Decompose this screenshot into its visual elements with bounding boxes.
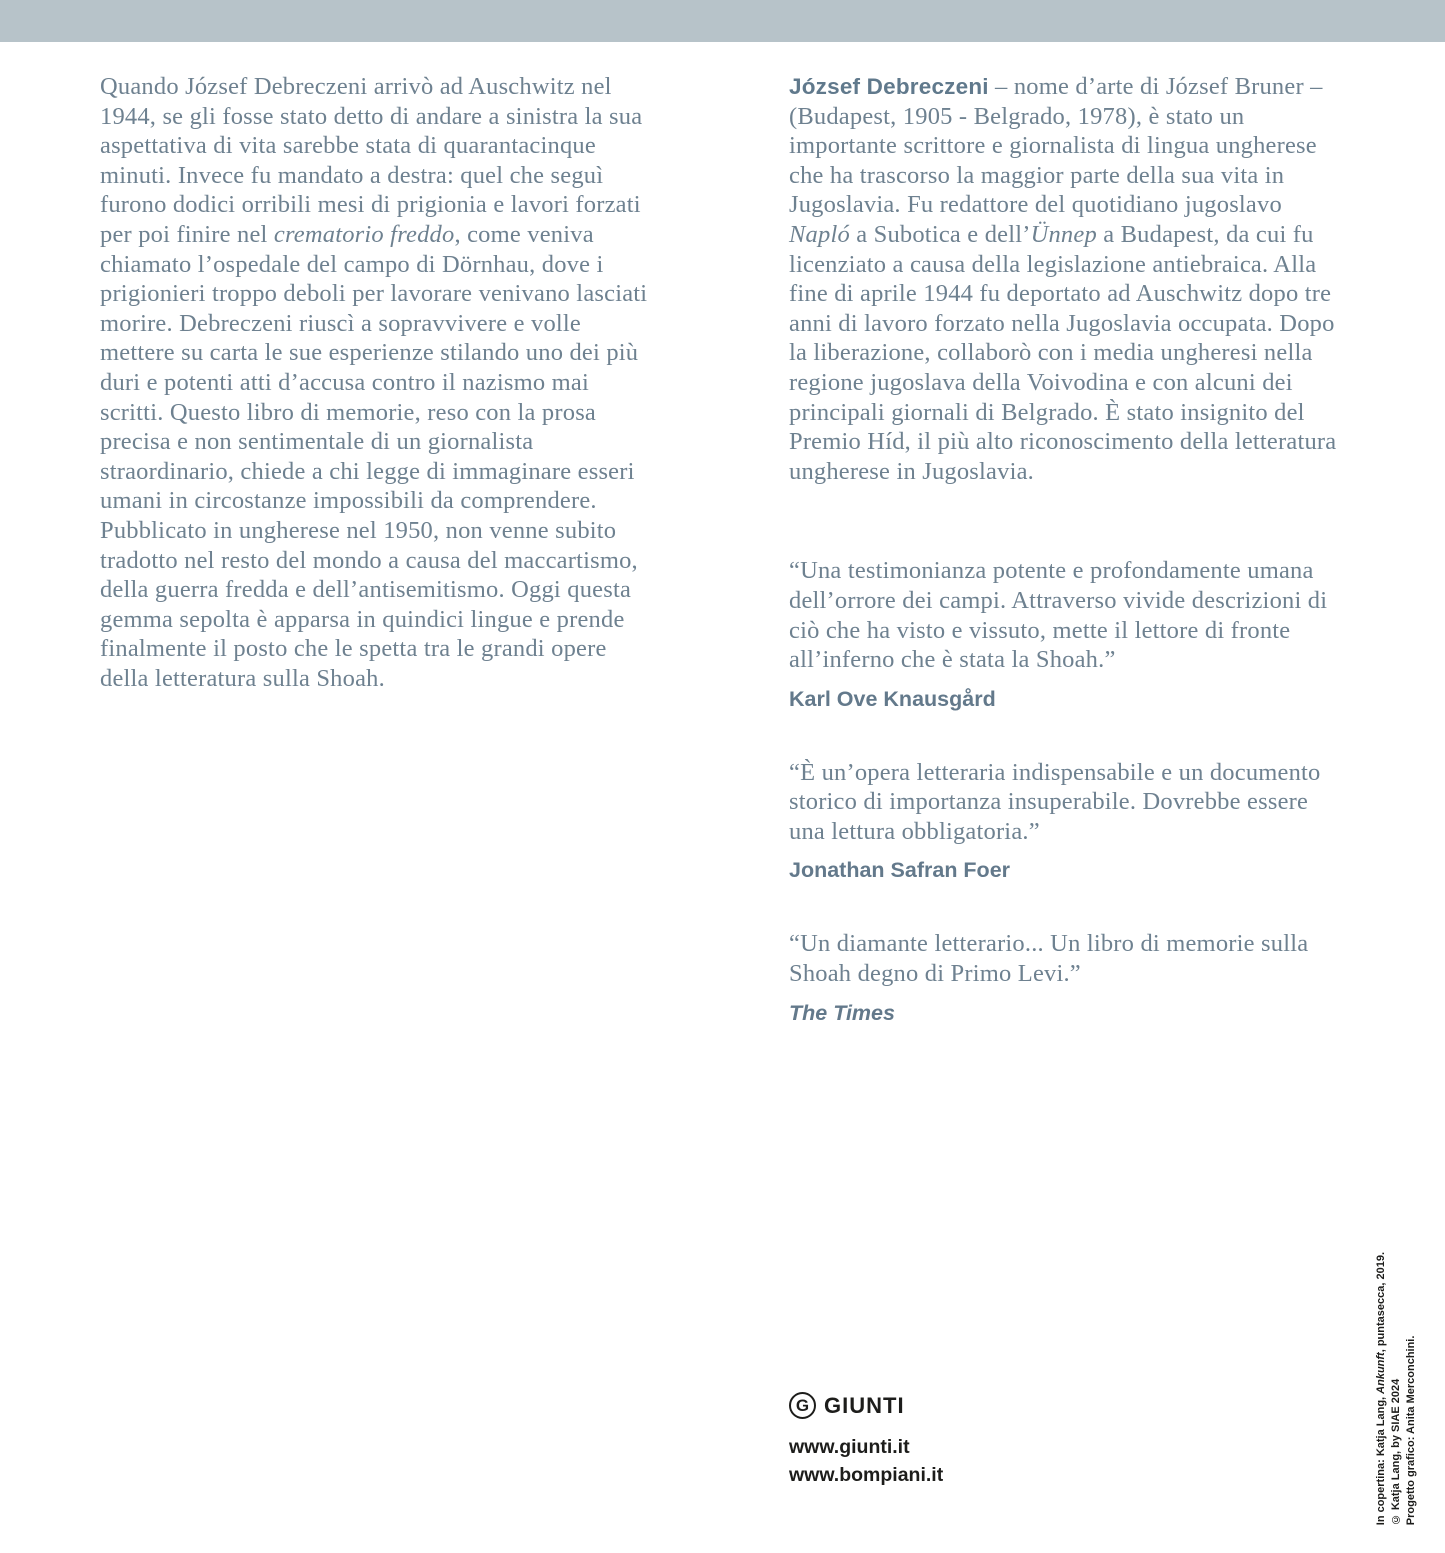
website-giunti: www.giunti.it — [789, 1436, 910, 1458]
credit-artwork-title: Ankunft — [1375, 1352, 1387, 1394]
cover-top-edge — [0, 0, 1445, 42]
website-bompiani: www.bompiani.it — [789, 1464, 944, 1486]
publisher-logo-row — [789, 1392, 943, 1419]
credit-line-copyright: © Katja Lang, by SIAE 2024 — [1390, 1378, 1402, 1525]
publisher-websites — [789, 1433, 943, 1489]
author-bio-paragraph — [789, 72, 1349, 486]
credit-line-cover — [1374, 1252, 1389, 1525]
bio-text-1: – nome d’arte di József Bruner – (Budapest, 1905 - Belgrado, 1978), è stato un importante scrittore e giornalista di lingua ungherese che ha trascorso la maggior parte della sua vita in Jugoslavia. Fu redattore del quotidiano jugoslavo — [789, 73, 1323, 219]
publisher-footer — [789, 1392, 943, 1489]
quote-block-foer — [789, 758, 1349, 884]
quote-block-the-times — [789, 929, 1349, 1025]
bio-and-quotes-column — [789, 72, 1349, 1026]
quote-block-knausgard — [789, 556, 1349, 711]
bio-italic-unnep: Ünnep — [1030, 220, 1097, 248]
quote-text: “Una testimonianza potente e profondamente umana dell’orrore dei campi. Attraverso vivide descrizioni di ciò che ha visto e vissuto, mette il lettore di fronte all’inferno che è stata la Shoah.” — [789, 557, 1328, 674]
synopsis-paragraph — [100, 72, 648, 693]
quote-attribution: The Times — [789, 1000, 895, 1025]
cover-credits-vertical — [1374, 1252, 1419, 1525]
quote-attribution: Jonathan Safran Foer — [789, 858, 1011, 883]
publisher-name: GIUNTI — [824, 1392, 905, 1418]
bio-text-3: a Budapest, da cui fu licenziato a causa della legislazione antiebraica. Alla fine di aprile 1944 fu deportato ad Auschwitz dopo tre anni di lavoro forzato nella Jugoslavia occupata. Dopo la liberazione, collaborò con i media ungheresi nella regione jugoslava della Voivodina e con alcuni dei principali giornali di Belgrado. È stato insignito del Premio Híd, il più alto riconoscimento della letteratura ungherese in Jugoslavia. — [789, 220, 1337, 485]
giunti-logo-icon: G — [789, 1392, 816, 1419]
credit-line-design: Progetto grafico: Anita Merconchini. — [1405, 1335, 1417, 1525]
credit-cover-post: , puntasecca, 2019. — [1375, 1251, 1387, 1353]
synopsis-text-end: , come veniva chiamato l’ospedale del campo di Dörnhau, dove i prigionieri troppo deboli per lavorare venivano lasciati morire. Debreczeni riuscì a sopravvivere e volle mettere su carta le sue esperienze stilando uno dei più duri e potenti atti d’accusa contro il nazismo mai scritti. Questo libro di memorie, reso con la prosa precisa e non sentimentale di un giornalista straordinario, chiede a chi legge di immaginare esseri umani in circostanze impossibili da comprendere. Pubblicato in ungherese nel 1950, non venne subito tradotto nel resto del mondo a causa del maccartismo, della guerra fredda e dell’antisemitismo. Oggi questa gemma sepolta è apparsa in quindici lingue e prende finalmente il posto che le spetta tra le grandi opere della letteratura sulla Shoah. — [100, 220, 648, 692]
bio-text-2: a Subotica e dell’ — [849, 220, 1031, 248]
synopsis-column — [100, 72, 648, 693]
bio-italic-naplo: Napló — [789, 220, 850, 248]
credit-cover-pre: In copertina: Katja Lang, — [1375, 1393, 1387, 1525]
synopsis-italic-term: crematorio freddo — [273, 220, 455, 248]
quote-attribution: Karl Ove Knausgård — [789, 686, 996, 711]
author-name: József Debreczeni — [789, 74, 989, 99]
quote-text: “È un’opera letteraria indispensabile e un documento storico di importanza insuperabile. Dovrebbe essere una lettura obbligatoria.” — [789, 758, 1321, 845]
synopsis-text-start: Quando József Debreczeni arrivò ad Auschwitz nel 1944, se gli fosse stato detto di andare a sinistra la sua aspettativa di vita sarebbe stata di quarantacinque minuti. Invece fu mandato a destra: quel che seguì furono dodici orribili mesi di prigionia e lavori forzati per poi finire nel — [100, 73, 643, 248]
quote-text: “Un diamante letterario... Un libro di memorie sulla Shoah degno di Primo Levi.” — [789, 930, 1309, 988]
